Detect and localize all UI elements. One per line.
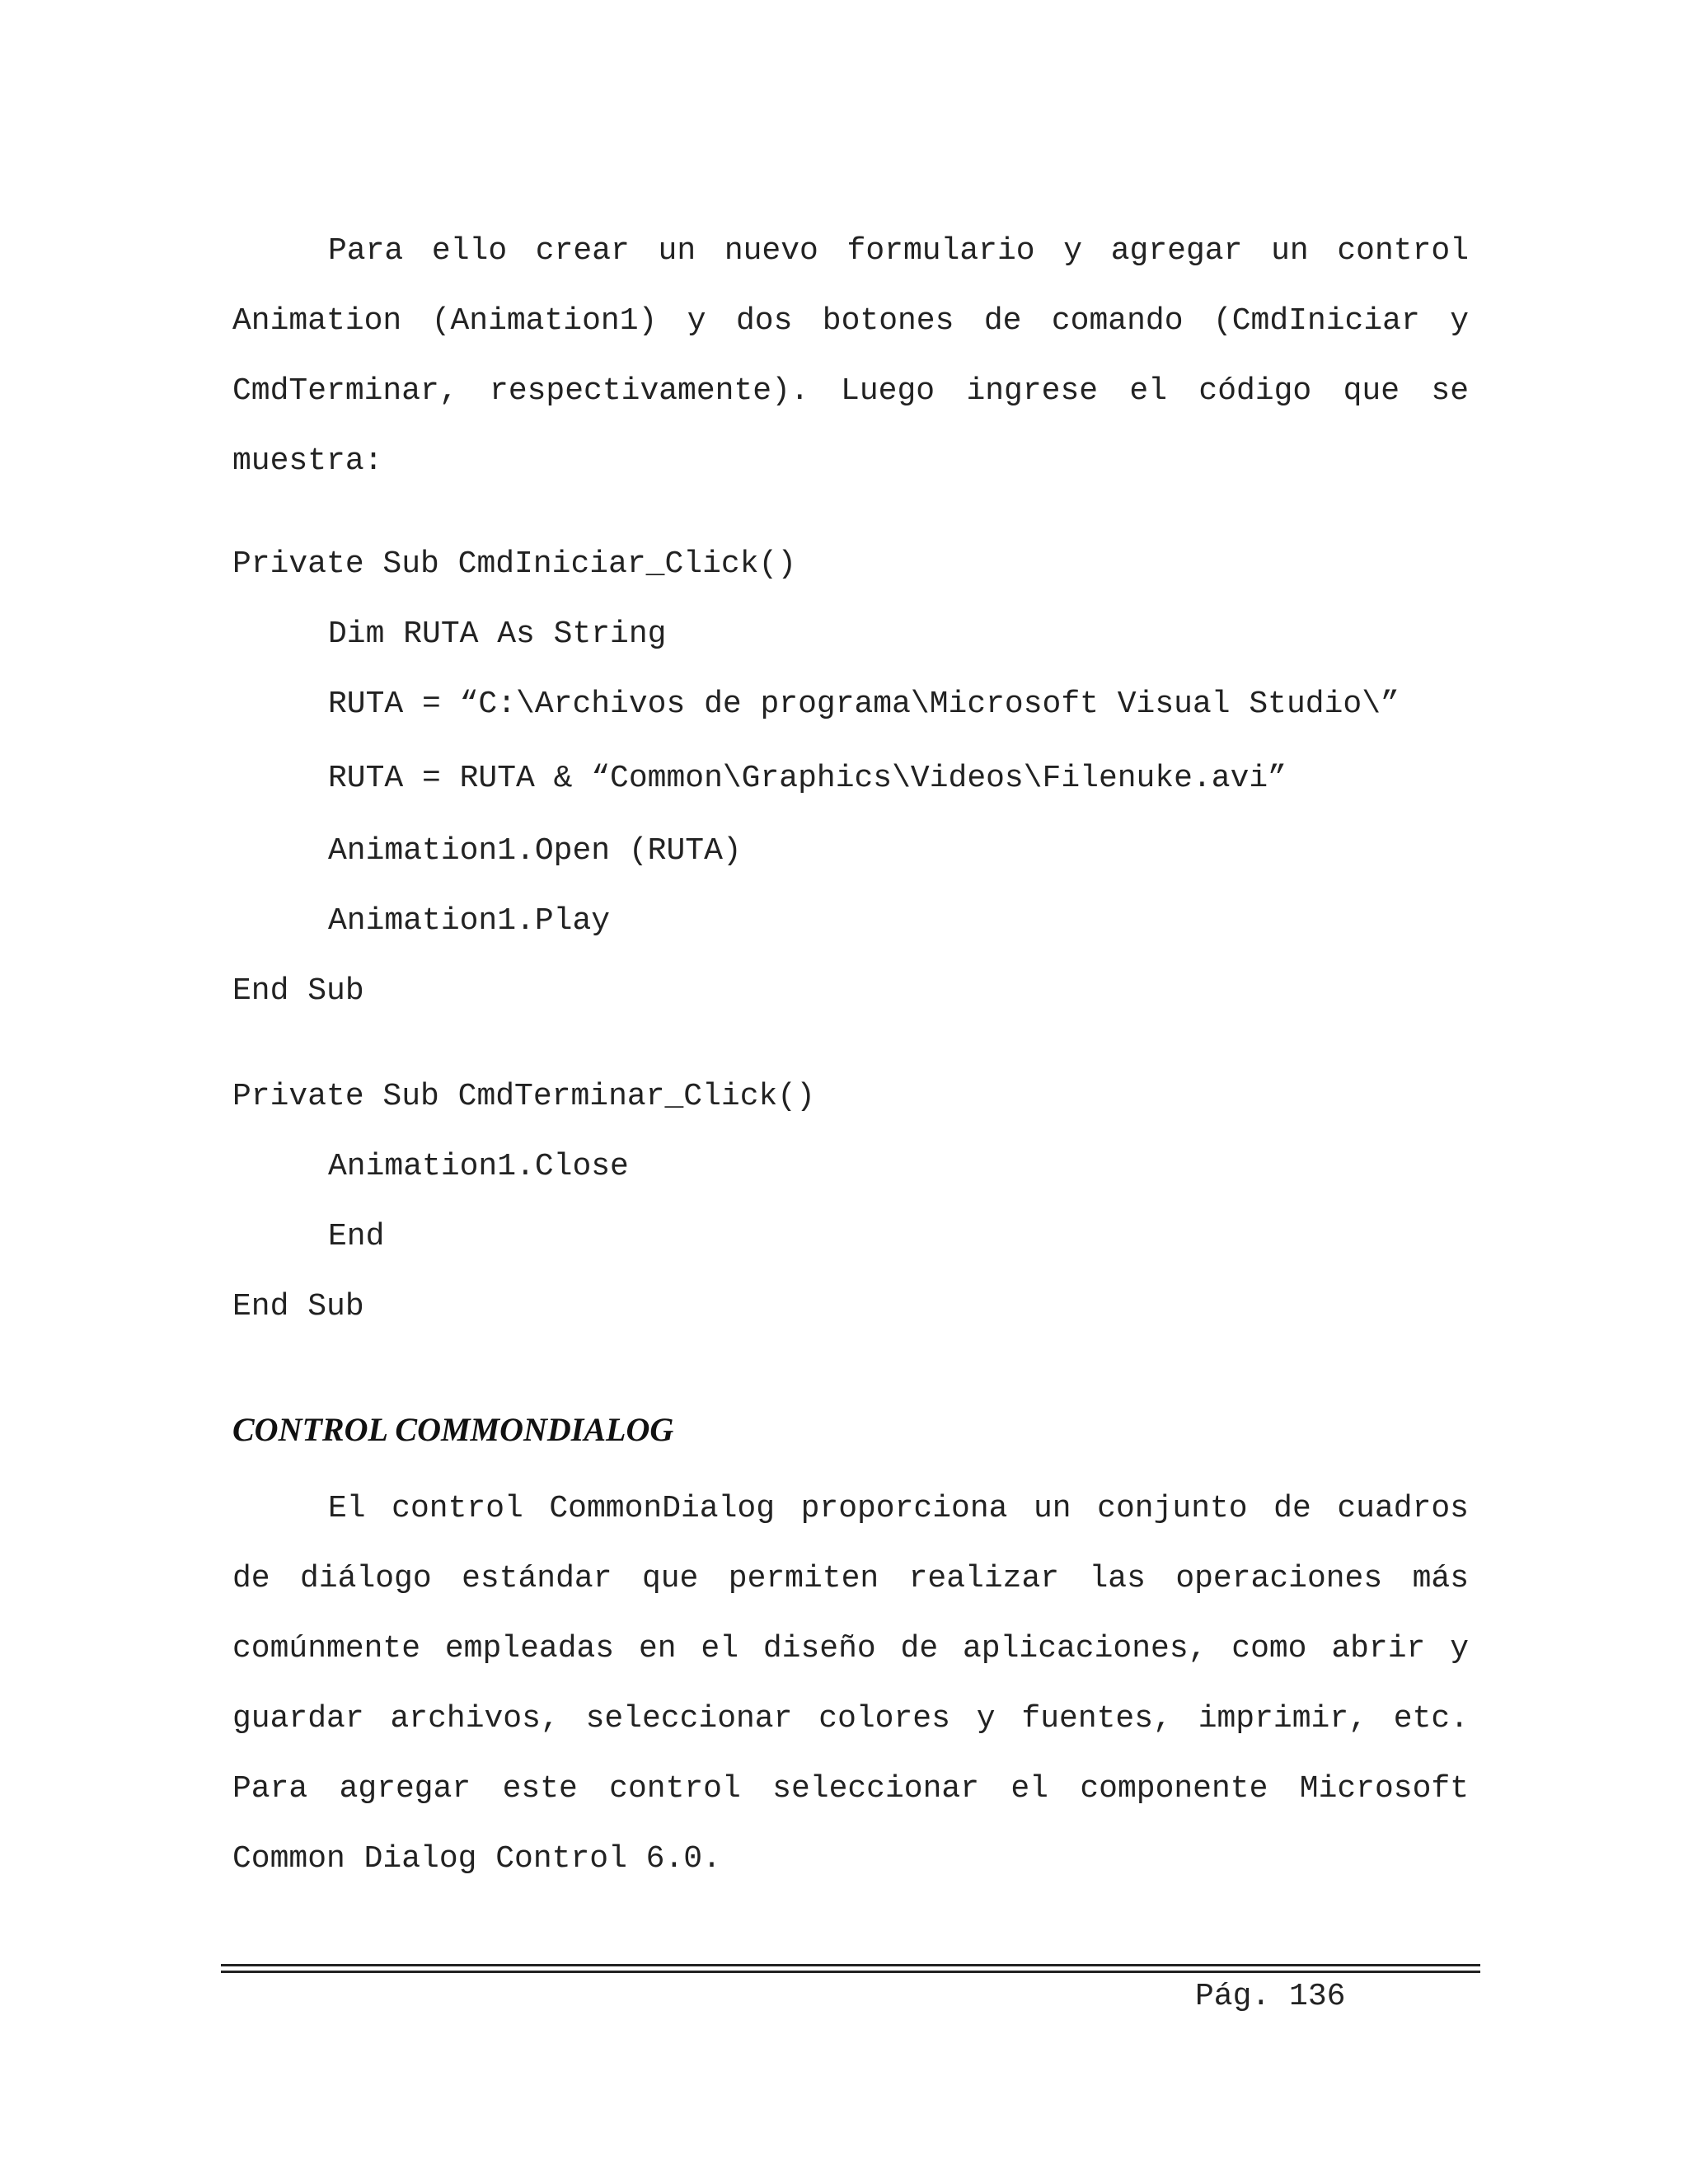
page-number: Pág. 136	[1195, 1979, 1346, 2014]
code-sub1-line5: Animation1.Play	[328, 903, 611, 939]
intro-paragraph	[232, 216, 1469, 496]
code-sub1-line2: RUTA = “C:\Archivos de programa\Microsoft Visual Studio\”	[328, 687, 1400, 722]
code-sub1-line1: Dim RUTA As String	[328, 616, 667, 652]
commondialog-paragraph-text: El control CommonDialog proporciona un conjunto de cuadros de diálogo estándar que permiten realizar las operaciones más comúnmente empleadas en el diseño de aplicaciones, como abrir y guardar archivos, seleccionar colores y fuentes, imprimir, etc. Para agregar este control seleccionar el componente Microsoft Common Dialog Control 6.0.	[232, 1491, 1469, 1877]
footer-rule-top	[221, 1964, 1480, 1966]
code-sub1-line4: Animation1.Open (RUTA)	[328, 833, 742, 869]
intro-paragraph-text: Para ello crear un nuevo formulario y agregar un control Animation (Animation1) y dos botones de comando (CmdIniciar y CmdTerminar, respectivamente). Luego ingrese el código que se muestra:	[232, 233, 1469, 479]
code-sub2-header: Private Sub CmdTerminar_Click()	[232, 1079, 815, 1114]
commondialog-paragraph	[232, 1474, 1469, 1894]
code-sub1-header: Private Sub CmdIniciar_Click()	[232, 546, 797, 582]
code-sub1-end: End Sub	[232, 973, 364, 1009]
section-heading: CONTROL COMMONDIALOG	[232, 1411, 674, 1448]
code-sub1-line3: RUTA = RUTA & “Common\Graphics\Videos\Filenuke.avi”	[328, 761, 1287, 796]
footer-rule-bottom	[221, 1971, 1480, 1973]
code-sub2-line1: Animation1.Close	[328, 1149, 629, 1184]
code-sub2-end: End Sub	[232, 1289, 364, 1324]
code-sub2-line2: End	[328, 1219, 385, 1254]
